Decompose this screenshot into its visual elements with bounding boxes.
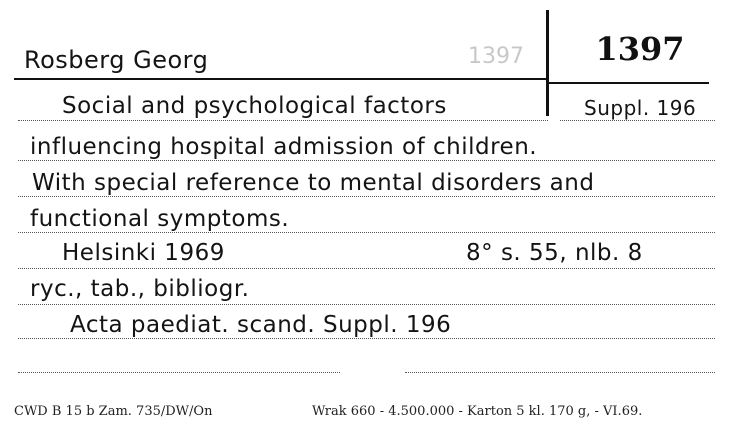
number-underline [549, 82, 709, 84]
vertical-rule [546, 10, 549, 116]
ruled-line [18, 232, 715, 233]
ruled-line [405, 372, 715, 373]
ruled-line [18, 268, 715, 269]
author-name: Rosberg Georg [24, 46, 209, 74]
title-line-4: functional symptoms. [30, 206, 290, 232]
faint-catalog-number: 1397 [468, 44, 524, 69]
illustrations-note: ryc., tab., bibliogr. [30, 276, 250, 302]
ruled-line [18, 304, 715, 305]
ruled-line [18, 338, 715, 339]
supplement-ref: Suppl. 196 [584, 96, 697, 120]
title-line-2: influencing hospital admission of children. [30, 134, 538, 160]
ruled-line [18, 196, 715, 197]
series-note: Acta paediat. scand. Suppl. 196 [70, 312, 452, 338]
title-line-3: With special reference to mental disorders and [32, 170, 595, 196]
ruled-line [18, 160, 715, 161]
format-pages: 8° s. 55, nlb. 8 [466, 240, 643, 266]
ruled-line [560, 120, 715, 121]
author-underline [14, 78, 546, 80]
catalog-number: 1397 [595, 30, 685, 68]
printer-imprint: CWD B 15 b Zam. 735/DW/On [14, 404, 213, 419]
print-specification: Wrak 660 - 4.500.000 - Karton 5 kl. 170 g, - VI.69. [312, 404, 643, 419]
place-year: Helsinki 1969 [62, 240, 225, 266]
title-line-1: Social and psychological factors [62, 93, 447, 119]
ruled-line [18, 372, 340, 373]
ruled-line [18, 120, 548, 121]
